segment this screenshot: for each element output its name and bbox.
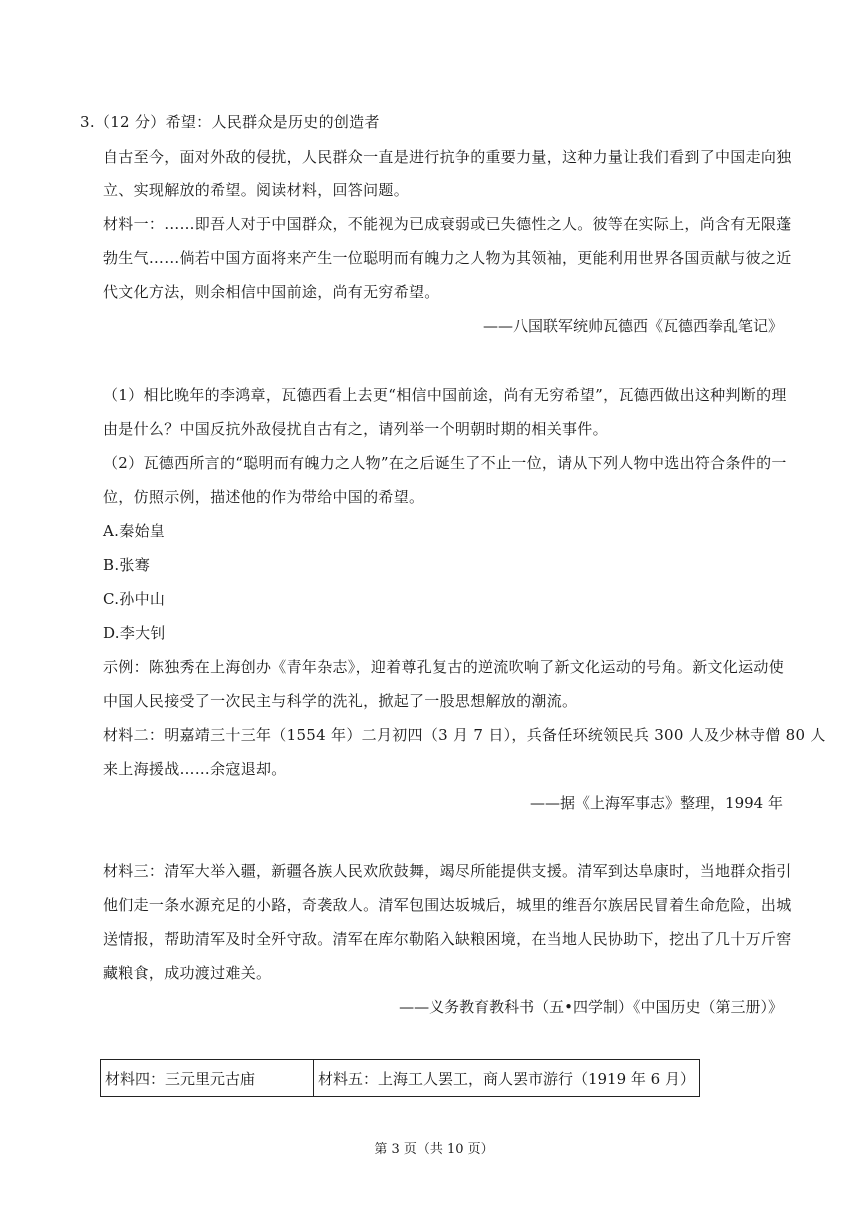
- sub-question-1: （1）相比晚年的李鸿章，瓦德西看上去更“相信中国前途，尚有无穷希望”，瓦德西做出这种判断的理: [103, 386, 787, 404]
- intro-line: 立、实现解放的希望。阅读材料，回答问题。: [103, 181, 410, 199]
- material3-line: 他们走一条水源充足的小路，奇袭敌人。清军包围达坂城后，城里的维吾尔族居民冒着生命危险，出城: [103, 896, 792, 914]
- example-line: 中国人民接受了一次民主与科学的洗礼，掀起了一股思想解放的潮流。: [103, 692, 578, 710]
- material3-source: ——义务教育教科书（五•四学制）《中国历史（第三册）》: [399, 998, 783, 1016]
- material1-line: 材料一：……即吾人对于中国群众，不能视为已成衰弱或已失德性之人。彼等在实际上，尚含有无限蓬: [103, 215, 792, 233]
- question-header: 3.（12 分）希望：人民群众是历史的创造者: [80, 113, 380, 131]
- option-d: D.李大钊: [103, 624, 166, 642]
- material3-line: 送情报，帮助清军及时全歼守敌。清军在库尔勒陷入缺粮困境，在当地人民协助下，挖出了几十万斤窖: [103, 930, 792, 948]
- option-b: B.张骞: [103, 556, 150, 574]
- intro-line: 自古至今，面对外敌的侵扰，人民群众一直是进行抗争的重要力量，这种力量让我们看到了中国走向独: [103, 148, 792, 166]
- material1-line: 代文化方法，则余相信中国前途，尚有无穷希望。: [103, 283, 440, 301]
- material3-line: 藏粮食，成功渡过难关。: [103, 964, 272, 982]
- material1-line: 勃生气……倘若中国方面将来产生一位聪明而有魄力之人物为其领袖，更能利用世界各国贡献与彼之近: [103, 249, 792, 267]
- material1-source: ——八国联军统帅瓦德西《瓦德西拳乱笔记》: [482, 317, 783, 335]
- material2-line: 来上海援战……余寇退却。: [103, 760, 287, 778]
- example-line: 示例：陈独秀在上海创办《青年杂志》，迎着尊孔复古的逆流吹响了新文化运动的号角。新文化运动使: [103, 658, 785, 676]
- materials-table: [100, 1059, 700, 1097]
- sub-question-1: 由是什么？中国反抗外敌侵扰自古有之，请列举一个明朝时期的相关事件。: [103, 420, 608, 438]
- material2-line: 材料二：明嘉靖三十三年（1554 年）二月初四（3 月 7 日），兵备任环统领民兵 300 人及少林寺僧 80 人: [103, 726, 826, 744]
- sub-question-2: 位，仿照示例，描述他的作为带给中国的希望。: [103, 488, 425, 506]
- material2-source: ——据《上海军事志》整理，1994 年: [530, 794, 783, 812]
- option-c: C.孙中山: [103, 590, 166, 608]
- table-cell-material4: 材料四：三元里元古庙: [101, 1060, 314, 1096]
- material3-line: 材料三：清军大举入疆，新疆各族人民欢欣鼓舞，竭尽所能提供支援。清军到达阜康时，当地群众指引: [103, 862, 792, 880]
- table-cell-material5: 材料五：上海工人罢工，商人罢市游行（1919 年 6 月）: [317, 1069, 695, 1088]
- sub-question-2: （2）瓦德西所言的“聪明而有魄力之人物”在之后诞生了不止一位，请从下列人物中选出符合条件的一: [103, 454, 787, 472]
- option-a: A.秦始皇: [103, 522, 166, 540]
- page-footer: 第 3 页（共 10 页）: [374, 1142, 494, 1157]
